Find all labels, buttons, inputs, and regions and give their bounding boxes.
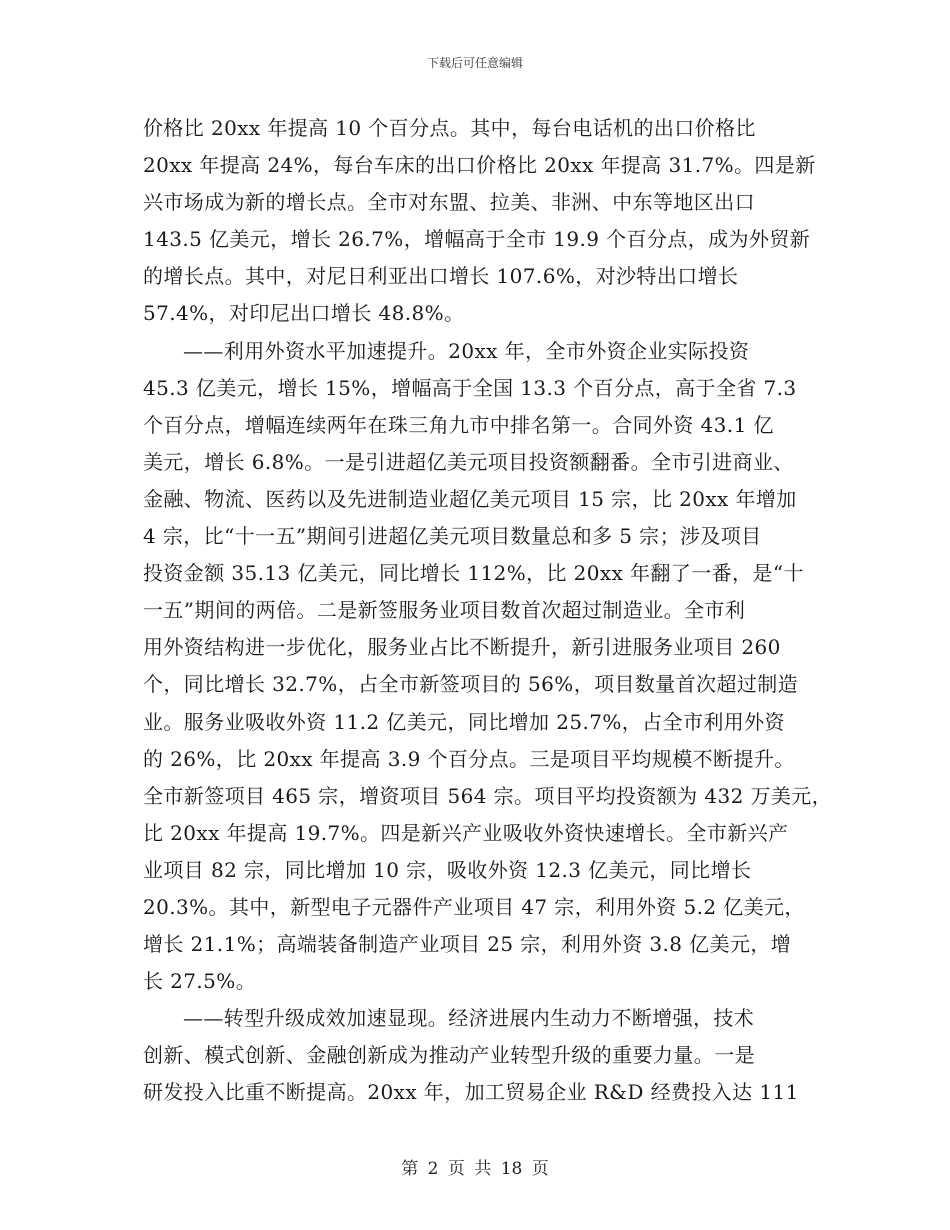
text-line: 创新、模式创新、金融创新成为推动产业转型升级的重要力量。一是 [143, 1043, 755, 1068]
text-line: 的 26%，比 20xx 年提高 3.9 个百分点。三是项目平均规模不断提升。 [143, 746, 795, 771]
document-body [143, 110, 833, 1112]
text-line: 143.5 亿美元，增长 26.7%，增幅高于全市 19.9 个百分点，成为外贸新 [143, 227, 811, 252]
paragraph-start-line: ——转型升级成效加速显现。经济进展内生动力不断增强，技术 [183, 1006, 755, 1031]
text-line: 金融、物流、医药以及先进制造业超亿美元项目 15 宗，比 20xx 年增加 [143, 486, 797, 511]
text-line: 20.3%。其中，新型电子元器件产业项目 47 宗，利用外资 5.2 亿美元， [143, 894, 805, 919]
text-line: 投资金额 35.13 亿美元，同比增长 112%，比 20xx 年翻了一番，是“十 [143, 561, 804, 586]
text-line: 45.3 亿美元，增长 15%，增幅高于全国 13.3 个百分点，高于全省 7.3 [143, 375, 797, 400]
text-line: 个百分点，增幅连续两年在珠三角九市中排名第一。合同外资 43.1 亿 [143, 412, 774, 437]
page-number-footer: 第 2 页 共 18 页 [401, 1159, 549, 1179]
text-line: 一五”期间的两倍。二是新签服务业项目数首次超过制造业。全市利 [143, 598, 746, 623]
text-line: 比 20xx 年提高 19.7%。四是新兴产业吸收外资快速增长。全市新兴产 [143, 820, 789, 845]
page-header: 下载后可任意编辑 [426, 56, 523, 70]
text-line: 增长 21.1%；高端装备制造产业项目 25 宗，利用外资 3.8 亿美元，增 [143, 932, 792, 957]
text-line: 价格比 20xx 年提高 10 个百分点。其中，每台电话机的出口价格比 [143, 116, 756, 140]
text-line: 长 27.5%。 [143, 969, 257, 994]
text-line: 业项目 82 宗，同比增加 10 宗，吸收外资 12.3 亿美元，同比增长 [143, 857, 752, 882]
text-line: 4 宗，比“十一五”期间引进超亿美元项目数量总和多 5 宗；涉及项目 [143, 524, 762, 549]
text-line: 的增长点。其中，对尼日利亚出口增长 107.6%，对沙特出口增长 [143, 264, 739, 289]
text-line: 20xx 年提高 24%，每台车床的出口价格比 20xx 年提高 31.7%。四是新 [143, 153, 816, 178]
text-line: 美元，增长 6.8%。一是引进超亿美元项目投资额翻番。全市引进商业、 [143, 449, 794, 474]
text-line: 兴市场成为新的增长点。全市对东盟、拉美、非洲、中东等地区出口 [143, 190, 755, 215]
paragraph-start-line: ——利用外资水平加速提升。20xx 年，全市外资企业实际投资 [183, 338, 750, 363]
text-line: 全市新签项目 465 宗，增资项目 564 宗。项目平均投资额为 432 万美元， [143, 783, 833, 808]
text-line: 研发投入比重不断提高。20xx 年，加工贸易企业 R&D 经费投入达 111 [143, 1080, 799, 1105]
text-line: 个，同比增长 32.7%，占全市新签项目的 56%，项目数量首次超过制造 [143, 672, 799, 697]
text-line: 业。服务业吸收外资 11.2 亿美元，同比增加 25.7%，占全市利用外资 [143, 709, 785, 734]
text-line: 57.4%，对印尼出口增长 48.8%。 [143, 301, 465, 326]
text-line: 用外资结构进一步优化，服务业占比不断提升，新引进服务业项目 260 [143, 635, 781, 660]
